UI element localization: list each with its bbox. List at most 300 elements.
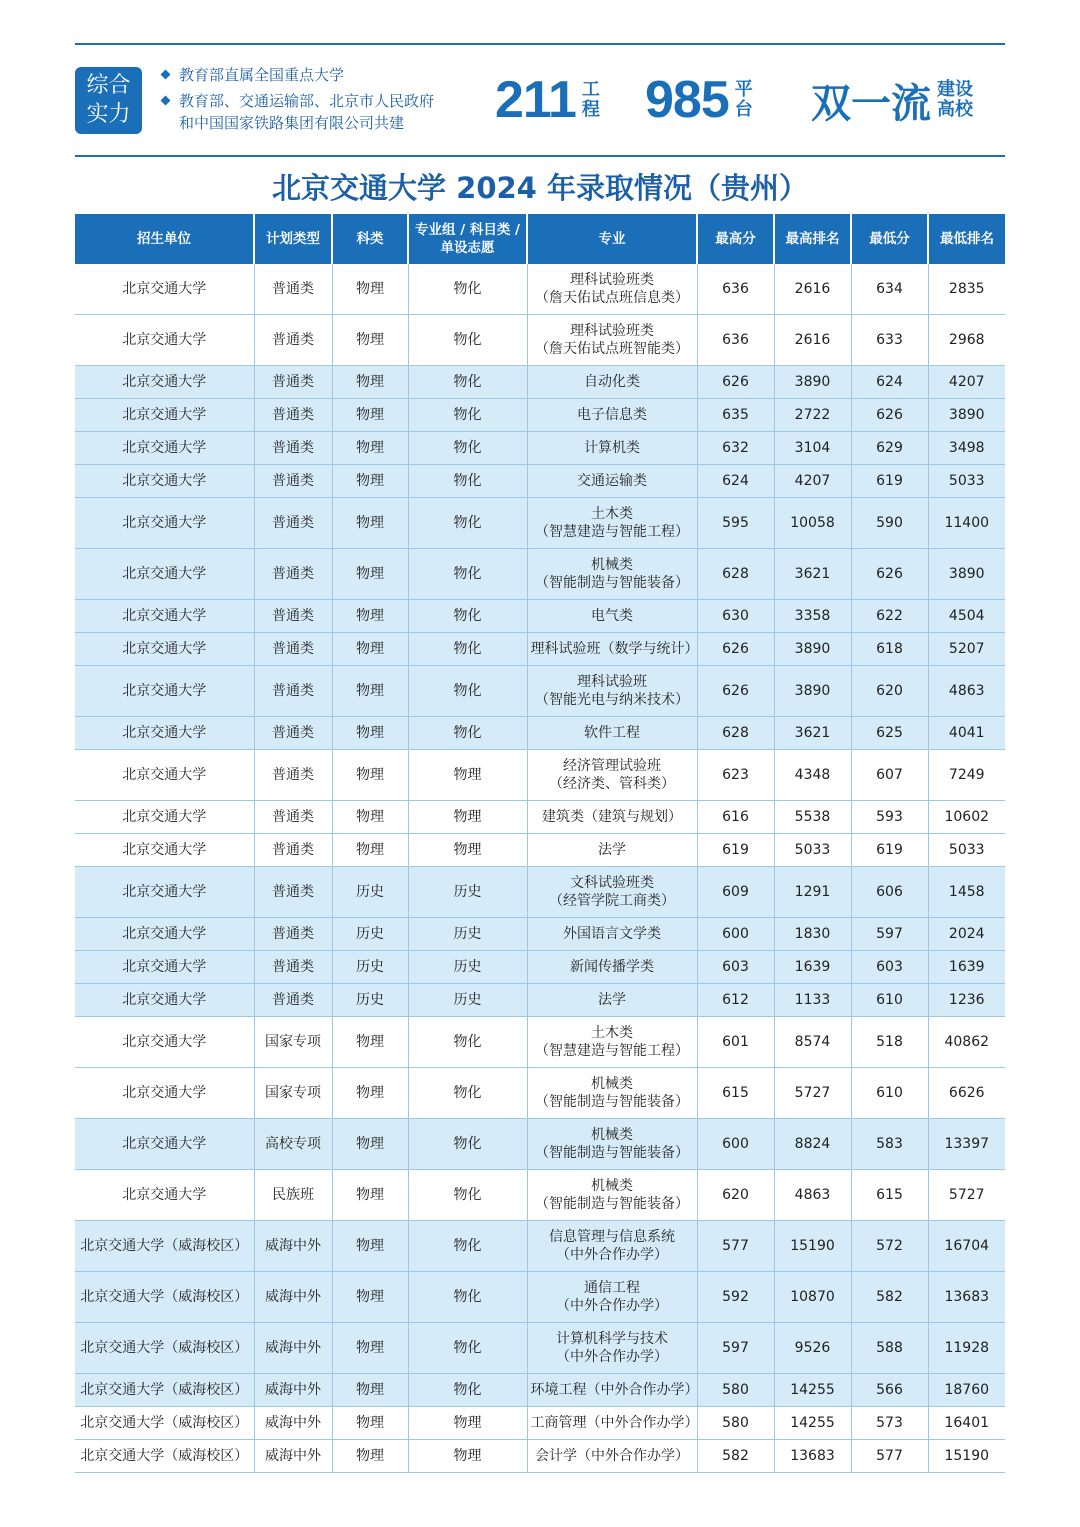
- table-row: [75, 1170, 1005, 1221]
- cell-unit: 北京交通大学: [75, 867, 254, 918]
- table-row: [75, 1407, 1005, 1440]
- bullet-text: 教育部直属全国重点大学: [179, 66, 345, 84]
- cell-min-rank: 1639: [928, 951, 1005, 984]
- cell-max-score: 636: [697, 264, 774, 315]
- cell-unit: 北京交通大学: [75, 1017, 254, 1068]
- cell-max-rank: 5727: [774, 1068, 851, 1119]
- cell-subject-group: 物化: [408, 633, 527, 666]
- cell-plan-type: 国家专项: [254, 1017, 332, 1068]
- cell-max-score: 600: [697, 1119, 774, 1170]
- cell-plan-type: 高校专项: [254, 1119, 332, 1170]
- cell-min-score: 590: [851, 498, 928, 549]
- cell-min-rank: 2835: [928, 264, 1005, 315]
- cell-max-rank: 13683: [774, 1440, 851, 1473]
- cell-category: 物理: [332, 717, 408, 750]
- cell-max-rank: 3890: [774, 633, 851, 666]
- cell-major: [527, 867, 697, 918]
- cell-major: [527, 1323, 697, 1374]
- cell-line: （詹天佑试点班信息类）: [535, 290, 689, 306]
- cell-major: 会计学（中外合作办学）: [527, 1440, 697, 1473]
- cell-min-rank: 40862: [928, 1017, 1005, 1068]
- cell-min-rank: 1236: [928, 984, 1005, 1017]
- cell-category: 物理: [332, 666, 408, 717]
- cell-min-rank: 5727: [928, 1170, 1005, 1221]
- cell-line: （中外合作办学）: [556, 1298, 668, 1314]
- cell-max-rank: 8574: [774, 1017, 851, 1068]
- cell-min-score: 625: [851, 717, 928, 750]
- cell-line: 机械类: [591, 1178, 633, 1194]
- cell-plan-type: 普通类: [254, 834, 332, 867]
- cell-max-rank: 14255: [774, 1374, 851, 1407]
- bullet-text: 教育部、交通运输部、北京市人民政府: [179, 92, 435, 110]
- cell-unit: 北京交通大学（威海校区）: [75, 1272, 254, 1323]
- cell-subject-group: 物化: [408, 600, 527, 633]
- cell-max-score: 577: [697, 1221, 774, 1272]
- table-row: [75, 366, 1005, 399]
- cell-unit: 北京交通大学（威海校区）: [75, 1407, 254, 1440]
- cell-unit: 北京交通大学: [75, 1119, 254, 1170]
- cell-max-score: 624: [697, 465, 774, 498]
- cell-min-rank: 4504: [928, 600, 1005, 633]
- cell-min-score: 622: [851, 600, 928, 633]
- cell-subject-group: 物化: [408, 1017, 527, 1068]
- cell-major: [527, 1119, 697, 1170]
- cell-plan-type: 普通类: [254, 666, 332, 717]
- cell-max-rank: 1133: [774, 984, 851, 1017]
- table-row: [75, 918, 1005, 951]
- cell-max-score: 635: [697, 399, 774, 432]
- ranking-stats: [495, 70, 1005, 130]
- cell-subject-group: 物化: [408, 1170, 527, 1221]
- cell-max-score: 580: [697, 1374, 774, 1407]
- cell-max-score: 597: [697, 1323, 774, 1374]
- cell-max-score: 609: [697, 867, 774, 918]
- cell-line: （詹天佑试点班智能类）: [535, 341, 689, 357]
- cell-line: （经济类、管科类）: [549, 776, 675, 792]
- cell-unit: 北京交通大学（威海校区）: [75, 1221, 254, 1272]
- cell-category: 物理: [332, 366, 408, 399]
- cell-max-score: 601: [697, 1017, 774, 1068]
- cell-major: 外国语言文学类: [527, 918, 697, 951]
- cell-major: 电气类: [527, 600, 697, 633]
- table-row: [75, 633, 1005, 666]
- cell-min-rank: 5033: [928, 834, 1005, 867]
- cell-category: 物理: [332, 633, 408, 666]
- cell-line: 通信工程: [584, 1280, 640, 1296]
- table-row: [75, 951, 1005, 984]
- cell-max-score: 632: [697, 432, 774, 465]
- stat-211-sub-1: 工: [581, 79, 600, 100]
- cell-plan-type: 普通类: [254, 600, 332, 633]
- col-header-min-score: 最低分: [851, 214, 928, 264]
- bullet-item: [160, 64, 480, 86]
- col-header-subject-group: 专业组 / 科目类 / 单设志愿: [408, 214, 527, 264]
- cell-unit: 北京交通大学: [75, 465, 254, 498]
- cell-plan-type: 普通类: [254, 867, 332, 918]
- cell-subject-group: 物化: [408, 1323, 527, 1374]
- table-row: [75, 801, 1005, 834]
- cell-max-score: 616: [697, 801, 774, 834]
- cell-min-rank: 3890: [928, 549, 1005, 600]
- cell-max-score: 626: [697, 366, 774, 399]
- cell-max-score: 628: [697, 549, 774, 600]
- cell-category: 物理: [332, 600, 408, 633]
- table-row: [75, 717, 1005, 750]
- stat-syl-text: 双一流: [811, 80, 931, 127]
- table-row: [75, 465, 1005, 498]
- cell-max-rank: 10058: [774, 498, 851, 549]
- cell-category: 物理: [332, 750, 408, 801]
- cell-min-rank: 4041: [928, 717, 1005, 750]
- cell-min-score: 629: [851, 432, 928, 465]
- table-row: [75, 498, 1005, 549]
- cell-plan-type: 普通类: [254, 432, 332, 465]
- stat-985-number: 985: [645, 71, 729, 129]
- table-row: [75, 1221, 1005, 1272]
- cell-line: （智慧建造与智能工程）: [535, 1043, 689, 1059]
- cell-major: 法学: [527, 834, 697, 867]
- diamond-icon: [161, 70, 171, 80]
- cell-max-rank: 1830: [774, 918, 851, 951]
- cell-line: 经济管理试验班: [563, 758, 661, 774]
- diamond-icon: [161, 96, 171, 106]
- bullet-item: [160, 90, 480, 134]
- table-row: [75, 1323, 1005, 1374]
- cell-plan-type: 普通类: [254, 717, 332, 750]
- cell-category: 物理: [332, 1407, 408, 1440]
- cell-category: 物理: [332, 834, 408, 867]
- col-header-max-score: 最高分: [697, 214, 774, 264]
- cell-subject-group: 物化: [408, 1272, 527, 1323]
- stat-syl-sub: [937, 80, 973, 120]
- cell-major: 工商管理（中外合作办学）: [527, 1407, 697, 1440]
- cell-subject-group: 物化: [408, 1221, 527, 1272]
- cell-subject-group: 物理: [408, 1440, 527, 1473]
- cell-min-score: 518: [851, 1017, 928, 1068]
- cell-min-score: 606: [851, 867, 928, 918]
- cell-max-score: 620: [697, 1170, 774, 1221]
- cell-major: [527, 264, 697, 315]
- cell-plan-type: 普通类: [254, 498, 332, 549]
- cell-subject-group: 物理: [408, 750, 527, 801]
- cell-category: 物理: [332, 1068, 408, 1119]
- cell-min-score: 603: [851, 951, 928, 984]
- cell-subject-group: 物化: [408, 315, 527, 366]
- cell-min-score: 619: [851, 834, 928, 867]
- cell-max-score: 600: [697, 918, 774, 951]
- cell-category: 物理: [332, 1272, 408, 1323]
- cell-line: （中外合作办学）: [556, 1247, 668, 1263]
- cell-category: 物理: [332, 498, 408, 549]
- cell-subject-group: 物理: [408, 801, 527, 834]
- cell-major: [527, 1170, 697, 1221]
- cell-major: 电子信息类: [527, 399, 697, 432]
- cell-plan-type: 普通类: [254, 465, 332, 498]
- cell-category: 历史: [332, 951, 408, 984]
- cell-min-score: 626: [851, 549, 928, 600]
- cell-plan-type: 普通类: [254, 264, 332, 315]
- cell-plan-type: 普通类: [254, 750, 332, 801]
- cell-major: 交通运输类: [527, 465, 697, 498]
- cell-unit: 北京交通大学: [75, 600, 254, 633]
- cell-unit: 北京交通大学: [75, 315, 254, 366]
- strength-badge: [75, 67, 142, 134]
- cell-plan-type: 威海中外: [254, 1407, 332, 1440]
- cell-plan-type: 国家专项: [254, 1068, 332, 1119]
- table-row: [75, 1272, 1005, 1323]
- cell-plan-type: 威海中外: [254, 1374, 332, 1407]
- cell-plan-type: 普通类: [254, 366, 332, 399]
- table-row: [75, 315, 1005, 366]
- cell-subject-group: 历史: [408, 951, 527, 984]
- cell-subject-group: 物化: [408, 666, 527, 717]
- table-row: [75, 1119, 1005, 1170]
- cell-max-rank: 5538: [774, 801, 851, 834]
- cell-major: 自动化类: [527, 366, 697, 399]
- cell-category: 物理: [332, 1017, 408, 1068]
- cell-subject-group: 物化: [408, 549, 527, 600]
- cell-line: （智能制造与智能装备）: [535, 575, 689, 591]
- table-row: [75, 432, 1005, 465]
- cell-min-score: 626: [851, 399, 928, 432]
- cell-min-rank: 3890: [928, 399, 1005, 432]
- table-row: [75, 1374, 1005, 1407]
- cell-category: 物理: [332, 1323, 408, 1374]
- cell-line: 理科试验班: [577, 674, 647, 690]
- cell-major: [527, 549, 697, 600]
- cell-plan-type: 普通类: [254, 315, 332, 366]
- cell-min-score: 572: [851, 1221, 928, 1272]
- cell-unit: 北京交通大学: [75, 432, 254, 465]
- cell-max-rank: 2722: [774, 399, 851, 432]
- cell-line: （智能光电与纳米技术）: [535, 692, 689, 708]
- table-row: [75, 600, 1005, 633]
- cell-plan-type: 普通类: [254, 633, 332, 666]
- table-row: [75, 750, 1005, 801]
- cell-category: 物理: [332, 315, 408, 366]
- cell-unit: 北京交通大学: [75, 1170, 254, 1221]
- cell-max-score: 636: [697, 315, 774, 366]
- col-header-category: 科类: [332, 214, 408, 264]
- cell-line: （经管学院工商类）: [549, 893, 675, 909]
- cell-min-score: 610: [851, 1068, 928, 1119]
- cell-line: 土木类: [591, 1025, 633, 1041]
- cell-unit: 北京交通大学（威海校区）: [75, 1374, 254, 1407]
- cell-min-rank: 16401: [928, 1407, 1005, 1440]
- cell-min-score: 633: [851, 315, 928, 366]
- cell-min-rank: 11400: [928, 498, 1005, 549]
- cell-min-rank: 13683: [928, 1272, 1005, 1323]
- cell-major: [527, 1017, 697, 1068]
- cell-category: 物理: [332, 801, 408, 834]
- cell-max-score: 615: [697, 1068, 774, 1119]
- col-header-plan-type: 计划类型: [254, 214, 332, 264]
- cell-max-rank: 2616: [774, 315, 851, 366]
- cell-min-score: 593: [851, 801, 928, 834]
- stat-syl-sub-2: 高校: [937, 99, 973, 120]
- cell-plan-type: 普通类: [254, 399, 332, 432]
- cell-plan-type: 普通类: [254, 801, 332, 834]
- cell-category: 物理: [332, 432, 408, 465]
- cell-subject-group: 历史: [408, 867, 527, 918]
- cell-max-rank: 8824: [774, 1119, 851, 1170]
- cell-min-rank: 16704: [928, 1221, 1005, 1272]
- cell-max-rank: 15190: [774, 1221, 851, 1272]
- cell-min-score: 597: [851, 918, 928, 951]
- cell-max-score: 626: [697, 666, 774, 717]
- cell-line: 机械类: [591, 1076, 633, 1092]
- col-header-major: 专业: [527, 214, 697, 264]
- cell-min-rank: 15190: [928, 1440, 1005, 1473]
- cell-max-rank: 1291: [774, 867, 851, 918]
- cell-line: （智慧建造与智能工程）: [535, 524, 689, 540]
- cell-subject-group: 物化: [408, 366, 527, 399]
- cell-unit: 北京交通大学: [75, 549, 254, 600]
- cell-line: （智能制造与智能装备）: [535, 1145, 689, 1161]
- cell-min-score: 610: [851, 984, 928, 1017]
- admission-table: [75, 214, 1005, 1473]
- cell-min-score: 620: [851, 666, 928, 717]
- cell-max-rank: 10870: [774, 1272, 851, 1323]
- table-row: [75, 984, 1005, 1017]
- cell-category: 物理: [332, 465, 408, 498]
- cell-unit: 北京交通大学: [75, 633, 254, 666]
- cell-min-rank: 1458: [928, 867, 1005, 918]
- cell-unit: 北京交通大学: [75, 366, 254, 399]
- cell-max-rank: 3621: [774, 717, 851, 750]
- stat-211: [495, 70, 645, 130]
- cell-max-score: 612: [697, 984, 774, 1017]
- cell-max-score: 630: [697, 600, 774, 633]
- cell-subject-group: 物化: [408, 465, 527, 498]
- cell-major: [527, 750, 697, 801]
- cell-line: （智能制造与智能装备）: [535, 1094, 689, 1110]
- cell-line: 信息管理与信息系统: [549, 1229, 675, 1245]
- cell-category: 历史: [332, 867, 408, 918]
- cell-unit: 北京交通大学: [75, 666, 254, 717]
- cell-max-score: 623: [697, 750, 774, 801]
- cell-min-score: 607: [851, 750, 928, 801]
- stat-985: [645, 70, 811, 130]
- cell-max-score: 603: [697, 951, 774, 984]
- cell-min-rank: 2024: [928, 918, 1005, 951]
- cell-plan-type: 威海中外: [254, 1440, 332, 1473]
- badge-line-1: 综合: [86, 73, 131, 98]
- cell-plan-type: 普通类: [254, 918, 332, 951]
- stat-211-number: 211: [495, 71, 576, 129]
- cell-min-rank: 5033: [928, 465, 1005, 498]
- table-row: [75, 834, 1005, 867]
- cell-max-score: 582: [697, 1440, 774, 1473]
- cell-subject-group: 历史: [408, 918, 527, 951]
- stat-985-sub-2: 台: [734, 99, 753, 120]
- cell-subject-group: 物化: [408, 264, 527, 315]
- cell-min-rank: 7249: [928, 750, 1005, 801]
- cell-unit: 北京交通大学（威海校区）: [75, 1323, 254, 1374]
- stat-211-sub: [582, 80, 600, 120]
- cell-unit: 北京交通大学: [75, 834, 254, 867]
- cell-line: 文科试验班类: [570, 875, 654, 891]
- cell-major: [527, 1272, 697, 1323]
- cell-min-rank: 11928: [928, 1323, 1005, 1374]
- cell-min-rank: 13397: [928, 1119, 1005, 1170]
- table-row: [75, 399, 1005, 432]
- cell-min-rank: 6626: [928, 1068, 1005, 1119]
- cell-subject-group: 历史: [408, 984, 527, 1017]
- cell-line: 机械类: [591, 557, 633, 573]
- cell-unit: 北京交通大学: [75, 1068, 254, 1119]
- cell-min-rank: 18760: [928, 1374, 1005, 1407]
- header-rule: [75, 155, 1005, 157]
- col-header-unit: 招生单位: [75, 214, 254, 264]
- bullet-text: 和中国国家铁路集团有限公司共建: [179, 114, 405, 132]
- cell-max-rank: 3890: [774, 366, 851, 399]
- cell-subject-group: 物化: [408, 1068, 527, 1119]
- cell-unit: 北京交通大学: [75, 399, 254, 432]
- cell-plan-type: 民族班: [254, 1170, 332, 1221]
- stat-985-sub: [735, 80, 753, 120]
- cell-category: 物理: [332, 399, 408, 432]
- cell-category: 物理: [332, 1119, 408, 1170]
- cell-subject-group: 物化: [408, 432, 527, 465]
- cell-line: 机械类: [591, 1127, 633, 1143]
- cell-min-rank: 3498: [928, 432, 1005, 465]
- cell-major: [527, 666, 697, 717]
- cell-category: 物理: [332, 1170, 408, 1221]
- cell-category: 历史: [332, 984, 408, 1017]
- cell-max-score: 595: [697, 498, 774, 549]
- cell-plan-type: 普通类: [254, 549, 332, 600]
- cell-min-score: 618: [851, 633, 928, 666]
- cell-plan-type: 威海中外: [254, 1221, 332, 1272]
- cell-max-rank: 1639: [774, 951, 851, 984]
- table-row: [75, 867, 1005, 918]
- cell-subject-group: 物理: [408, 834, 527, 867]
- cell-min-rank: 4863: [928, 666, 1005, 717]
- cell-major: 计算机类: [527, 432, 697, 465]
- cell-max-score: 580: [697, 1407, 774, 1440]
- cell-line: 理科试验班类: [570, 272, 654, 288]
- cell-max-score: 592: [697, 1272, 774, 1323]
- cell-major: 环境工程（中外合作办学）: [527, 1374, 697, 1407]
- cell-line: 土木类: [591, 506, 633, 522]
- cell-max-rank: 3104: [774, 432, 851, 465]
- cell-subject-group: 物化: [408, 399, 527, 432]
- col-header-max-rank: 最高排名: [774, 214, 851, 264]
- cell-major: 软件工程: [527, 717, 697, 750]
- cell-plan-type: 普通类: [254, 984, 332, 1017]
- cell-category: 物理: [332, 264, 408, 315]
- cell-min-score: 582: [851, 1272, 928, 1323]
- cell-max-score: 626: [697, 633, 774, 666]
- cell-unit: 北京交通大学: [75, 984, 254, 1017]
- cell-category: 物理: [332, 1440, 408, 1473]
- cell-max-rank: 14255: [774, 1407, 851, 1440]
- cell-max-rank: 4863: [774, 1170, 851, 1221]
- cell-min-rank: 4207: [928, 366, 1005, 399]
- cell-line: 理科试验班类: [570, 323, 654, 339]
- feature-bullets: [160, 64, 480, 138]
- cell-subject-group: 物化: [408, 717, 527, 750]
- cell-min-score: 619: [851, 465, 928, 498]
- stat-double-first-class: [811, 72, 973, 129]
- cell-min-rank: 5207: [928, 633, 1005, 666]
- cell-unit: 北京交通大学: [75, 264, 254, 315]
- cell-min-rank: 2968: [928, 315, 1005, 366]
- stat-syl-sub-1: 建设: [937, 79, 973, 100]
- cell-unit: 北京交通大学: [75, 498, 254, 549]
- cell-major: 法学: [527, 984, 697, 1017]
